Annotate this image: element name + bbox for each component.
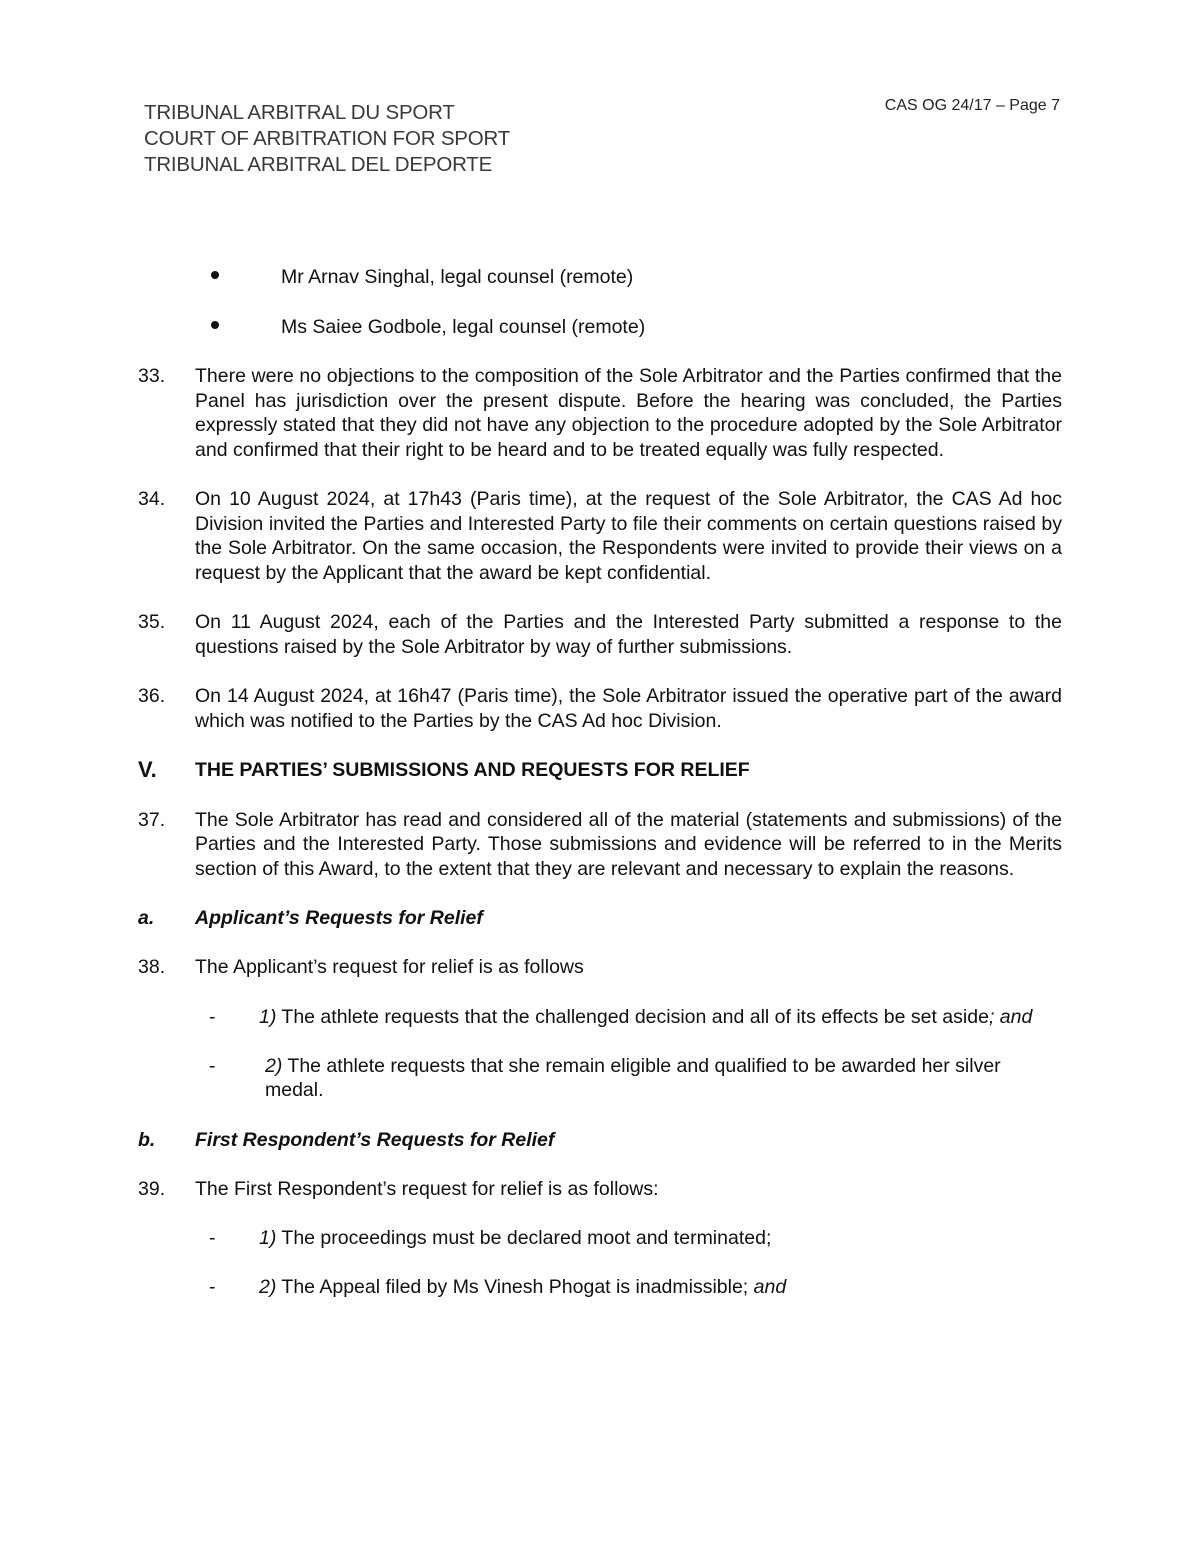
request-number: 1): [259, 1005, 277, 1028]
paragraph-text: On 11 August 2024, each of the Parties and the Interested Party submitted a response to the questions raised by the Sole Arbitrator by way of further submissions.: [195, 611, 1062, 658]
logo-line-spanish: TRIBUNAL ARBITRAL DEL DEPORTE: [144, 153, 493, 176]
paragraph-number: 39.: [138, 1177, 166, 1200]
respondent-request-2: [138, 1275, 1062, 1300]
paragraph-number: 34.: [138, 488, 166, 511]
request-text: [259, 1005, 1062, 1030]
request-body: The Appeal filed by Ms Vinesh Phogat is inadmissible;: [276, 1276, 754, 1299]
request-tail: ; and: [988, 1005, 1033, 1028]
dash-marker: -: [209, 1276, 216, 1299]
section-heading-v: [138, 758, 1062, 783]
subheading-a: [138, 906, 1062, 931]
section-number: V.: [138, 757, 157, 783]
paragraph-36: [138, 684, 1062, 733]
paragraph-number: 38.: [138, 956, 166, 979]
respondent-request-1: [138, 1226, 1062, 1251]
request-text: [259, 1275, 1062, 1300]
subheading-letter: b.: [138, 1128, 156, 1151]
subheading-title: Applicant’s Requests for Relief: [195, 907, 483, 930]
paragraph-39: [138, 1177, 1062, 1202]
attendee-text: Mr Arnav Singhal, legal counsel (remote): [281, 266, 634, 288]
paragraph-text: There were no objections to the composition of the Sole Arbitrator and the Parties confirmed that the Panel has jurisdiction over the present dispute. Before the hearing was concluded, the Parties expressly stated that they did not have any objection to the procedure adopted by the Sole Arbitrator and confirmed that their right to be heard and to be treated equally was fully respected.: [195, 365, 1062, 461]
paragraph-text: The Applicant’s request for relief is as follows: [195, 956, 584, 979]
section-title: THE PARTIES’ SUBMISSIONS AND REQUESTS FOR RELIEF: [195, 759, 750, 782]
request-body: The athlete requests that she remain eligible and qualified to be awarded her silver medal.: [265, 1054, 1001, 1102]
applicant-request-2: [138, 1054, 1062, 1103]
dash-marker: -: [209, 1005, 216, 1028]
subheading-title: First Respondent’s Requests for Relief: [195, 1128, 555, 1151]
request-number: 2): [265, 1054, 283, 1077]
attendee-item: [138, 315, 1062, 365]
paragraph-35: [138, 610, 1062, 659]
paragraph-33: [138, 364, 1062, 462]
paragraph-37: [138, 808, 1062, 882]
paragraph-38: [138, 955, 1062, 980]
attendee-text: Ms Saiee Godbole, legal counsel (remote): [281, 315, 646, 338]
paragraph-number: 33.: [138, 365, 166, 387]
subheading-letter: a.: [138, 907, 155, 930]
page-reference: CAS OG 24/17 – Page 7: [884, 97, 1060, 114]
paragraph-text: On 10 August 2024, at 17h43 (Paris time), at the request of the Sole Arbitrator, the CAS Ad hoc Division invited the Parties and Interested Party to file their comments on certain questions raised by the Sole Arbitrator. On the same occasion, the Respondents were invited to provide their views on a request by the Applicant that the award be kept confidential.: [195, 488, 1062, 584]
attendee-item: [138, 265, 1062, 315]
paragraph-text: The Sole Arbitrator has read and considered all of the material (statements and submissions) of the Parties and the Interested Party. Those submissions and evidence will be referred to in the Merits section of this Award, to the extent that they are relevant and necessary to explain the reasons.: [195, 808, 1062, 880]
dash-marker: -: [209, 1227, 216, 1250]
document-body: [138, 265, 1062, 1325]
paragraph-34: [138, 487, 1062, 585]
paragraph-text: The First Respondent’s request for relief is as follows:: [195, 1177, 659, 1200]
paragraph-text: On 14 August 2024, at 16h47 (Paris time), the Sole Arbitrator issued the operative part of the award which was notified to the Parties by the CAS Ad hoc Division.: [195, 685, 1062, 732]
request-text: [259, 1226, 1062, 1251]
paragraph-number: 35.: [138, 611, 166, 634]
request-number: 1): [259, 1227, 277, 1250]
request-tail: and: [753, 1276, 787, 1299]
subheading-b: [138, 1128, 1062, 1153]
bullet-icon: [211, 321, 219, 329]
logo-line-french: TRIBUNAL ARBITRAL DU SPORT: [144, 101, 455, 124]
cas-logo-text: [144, 100, 510, 178]
paragraph-number: 36.: [138, 685, 166, 708]
bullet-icon: [211, 271, 219, 279]
request-text: [259, 1054, 1062, 1103]
logo-line-english: COURT OF ARBITRATION FOR SPORT: [144, 127, 511, 150]
dash-marker: -: [209, 1054, 216, 1077]
request-body: The athlete requests that the challenged decision and all of its effects be set aside: [276, 1005, 989, 1028]
paragraph-number: 37.: [138, 808, 166, 831]
applicant-request-1: [138, 1005, 1062, 1030]
request-body: The proceedings must be declared moot and terminated;: [276, 1227, 772, 1250]
request-number: 2): [259, 1276, 277, 1299]
